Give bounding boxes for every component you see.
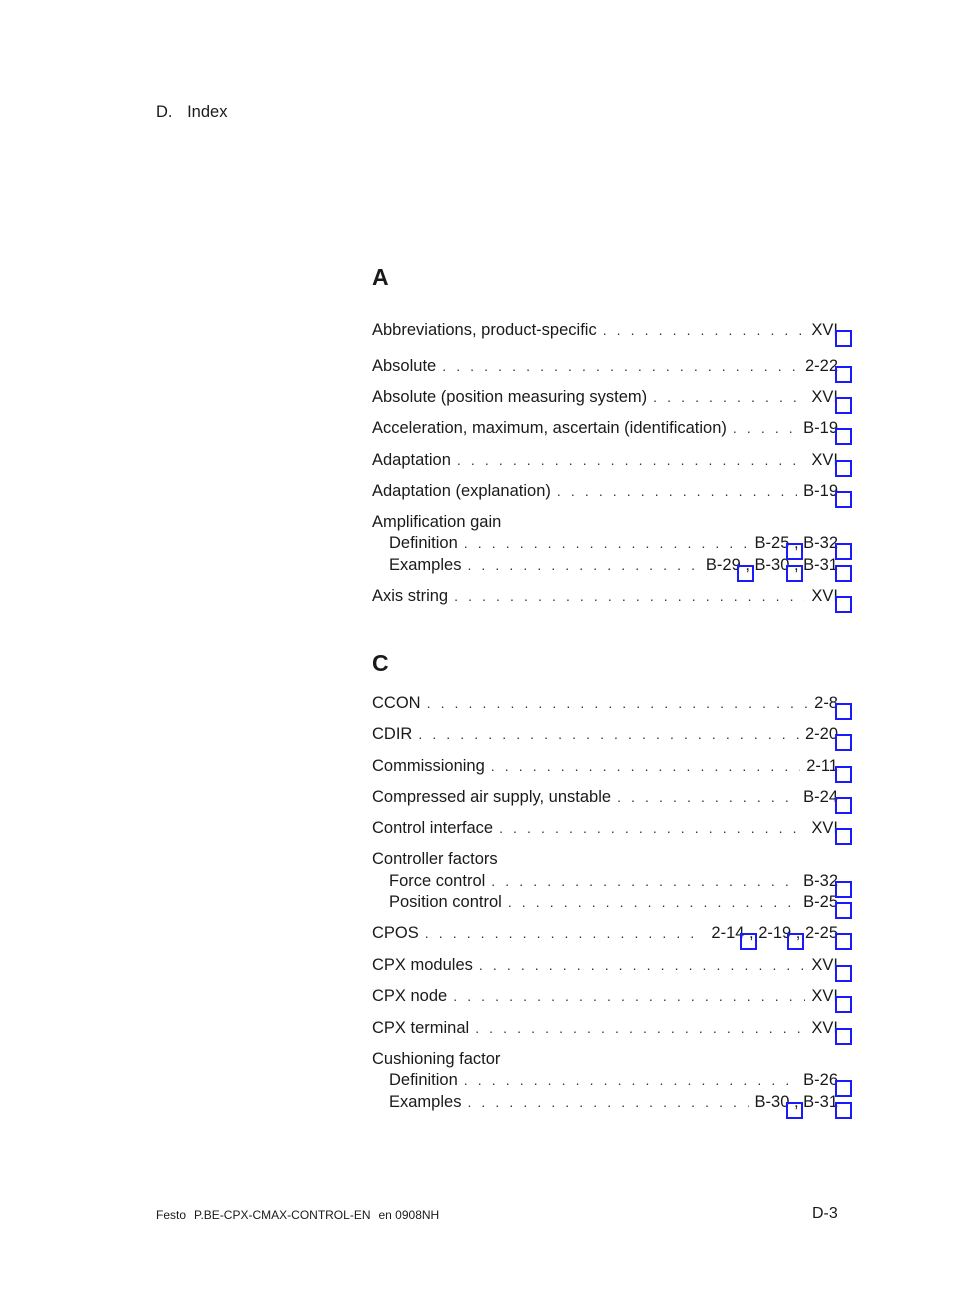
index-subentry-cush-examples [389, 1093, 838, 1115]
page-reference[interactable]: B-32 [803, 872, 838, 890]
page-reference[interactable]: B-24 [803, 788, 838, 806]
page-reference[interactable]: XVI [811, 1019, 838, 1037]
link-box[interactable] [835, 965, 852, 982]
index-term: Control interface [372, 819, 494, 837]
link-box[interactable] [737, 565, 754, 582]
leader-dots [603, 322, 806, 338]
index-term: Position control [389, 893, 502, 911]
leader-dots [617, 789, 797, 805]
index-subentry-cush-definition [389, 1071, 838, 1093]
page-reference[interactable]: B-19 [803, 419, 838, 437]
index-term: Examples [389, 1093, 462, 1111]
leader-dots [491, 758, 800, 774]
link-box[interactable] [835, 766, 852, 783]
index-letter-c: C [372, 650, 389, 676]
link-box[interactable] [835, 797, 852, 814]
link-box[interactable] [740, 933, 757, 950]
index-term: Force control [389, 872, 486, 890]
page-reference[interactable]: 2-22 [804, 357, 838, 375]
page-reference[interactable]: B-25 , B-32 [754, 534, 838, 552]
index-entry-cdir [372, 725, 838, 747]
index-subentry-amp-examples [389, 556, 838, 578]
link-box[interactable] [835, 881, 852, 898]
index-term: Compressed air supply, unstable [372, 788, 612, 806]
link-box[interactable] [835, 734, 852, 751]
leader-dots [499, 820, 805, 836]
page-reference[interactable]: XVI [811, 451, 838, 469]
index-term: Axis string [372, 587, 449, 605]
link-box[interactable] [786, 565, 803, 582]
index-entry-compressed-air [372, 788, 838, 810]
link-box[interactable] [835, 902, 852, 919]
link-box[interactable] [835, 933, 852, 950]
index-entry-cpx-terminal [372, 1019, 838, 1041]
index-entry-ccon [372, 694, 838, 716]
link-box[interactable] [835, 428, 852, 445]
index-entry-controller-factors [372, 850, 838, 872]
page-reference[interactable]: 2-8 [814, 694, 838, 712]
index-term: CPX modules [372, 956, 473, 974]
index-entry-cpx-node [372, 987, 838, 1009]
leader-dots [491, 873, 797, 889]
index-term: Definition [389, 1071, 458, 1089]
page-reference[interactable]: B-25 [803, 893, 838, 911]
page-reference[interactable]: B-29 , B-30 , B-31 [705, 556, 838, 574]
index-subentry-position-control [389, 893, 838, 915]
section-number: D. [156, 103, 173, 121]
footer-version: en 0908NH [378, 1208, 440, 1222]
leader-dots [467, 557, 699, 573]
leader-dots [508, 894, 797, 910]
index-term: Adaptation (explanation) [372, 482, 551, 500]
index-entry-adaptation-explanation [372, 482, 838, 504]
index-entry-absolute [372, 357, 838, 379]
page-header [156, 103, 227, 122]
link-box[interactable] [835, 1028, 852, 1045]
leader-dots [733, 420, 797, 436]
index-term: Absolute (position measuring system) [372, 388, 648, 406]
leader-dots [457, 452, 805, 468]
index-entry-cpx-modules [372, 956, 838, 978]
page-reference[interactable]: XVI [811, 819, 838, 837]
link-box[interactable] [835, 330, 852, 347]
footer-document-info [156, 1208, 447, 1222]
page-reference[interactable]: B-19 [803, 482, 838, 500]
leader-dots [418, 726, 799, 742]
index-term: CPOS [372, 924, 419, 942]
page-reference[interactable]: B-26 [803, 1071, 838, 1089]
link-box[interactable] [835, 703, 852, 720]
page-reference[interactable]: XVI [811, 956, 838, 974]
page-reference[interactable]: XVI [811, 388, 838, 406]
page-reference[interactable]: 2-14 , 2-19 , 2-25 [711, 924, 838, 942]
link-box[interactable] [835, 491, 852, 508]
link-box[interactable] [835, 366, 852, 383]
page-reference[interactable]: XVI [811, 321, 838, 339]
leader-dots [464, 1072, 797, 1088]
leader-dots [454, 588, 805, 604]
index-term: Absolute [372, 357, 437, 375]
index-subentry-amp-definition [389, 534, 838, 556]
link-box[interactable] [835, 543, 852, 560]
index-term: Adaptation [372, 451, 451, 469]
index-letter-a: A [372, 264, 389, 290]
leader-dots [653, 389, 805, 405]
leader-dots [467, 1094, 748, 1110]
index-entry-axis-string [372, 587, 838, 609]
leader-dots [425, 925, 706, 941]
leader-dots [557, 483, 797, 499]
index-term: CPX terminal [372, 1019, 470, 1037]
page-number: D-3 [812, 1205, 838, 1222]
index-subentry-force-control [389, 872, 838, 894]
link-box[interactable] [786, 543, 803, 560]
link-box[interactable] [835, 460, 852, 477]
index-term: Abbreviations, product-specific [372, 321, 597, 339]
link-box[interactable] [835, 397, 852, 414]
page-reference[interactable]: XVI [811, 987, 838, 1005]
footer-doc-id: P.BE-CPX-CMAX-CONTROL-EN [194, 1208, 371, 1222]
link-box[interactable] [835, 996, 852, 1013]
index-entry-commissioning [372, 757, 838, 779]
index-entry-abbreviations [372, 321, 838, 343]
index-entry-cpos [372, 924, 838, 946]
link-box[interactable] [835, 596, 852, 613]
leader-dots [442, 358, 799, 374]
index-term: Cushioning factor [372, 1050, 501, 1068]
leader-dots [479, 957, 806, 973]
footer-publisher: Festo [156, 1208, 187, 1222]
page-reference[interactable]: XVI [811, 587, 838, 605]
index-term: Controller factors [372, 850, 498, 868]
index-term: Amplification gain [372, 513, 502, 531]
index-term: CDIR [372, 725, 413, 743]
index-entry-adaptation [372, 451, 838, 473]
leader-dots [453, 988, 805, 1004]
section-title: Index [187, 103, 228, 121]
link-box[interactable] [787, 933, 804, 950]
link-box[interactable] [835, 565, 852, 582]
page-reference[interactable]: 2-11 [806, 757, 838, 775]
index-term: Definition [389, 534, 458, 552]
link-box[interactable] [835, 828, 852, 845]
index-entry-acceleration [372, 419, 838, 441]
link-box[interactable] [786, 1102, 803, 1119]
index-term: CCON [372, 694, 421, 712]
leader-dots [464, 535, 749, 551]
index-term: Acceleration, maximum, ascertain (identification) [372, 419, 727, 437]
index-term: Commissioning [372, 757, 485, 775]
index-term: Examples [389, 556, 462, 574]
index-entry-cushioning-factor [372, 1050, 838, 1072]
link-box[interactable] [835, 1080, 852, 1097]
leader-dots [427, 695, 809, 711]
page-reference[interactable]: B-30 , B-31 [754, 1093, 838, 1111]
leader-dots [475, 1020, 805, 1036]
index-term: CPX node [372, 987, 448, 1005]
index-entry-absolute-position [372, 388, 838, 410]
index-entry-amplification-gain [372, 513, 838, 535]
link-box[interactable] [835, 1102, 852, 1119]
index-entry-control-interface [372, 819, 838, 841]
page-reference[interactable]: 2-20 [804, 725, 838, 743]
